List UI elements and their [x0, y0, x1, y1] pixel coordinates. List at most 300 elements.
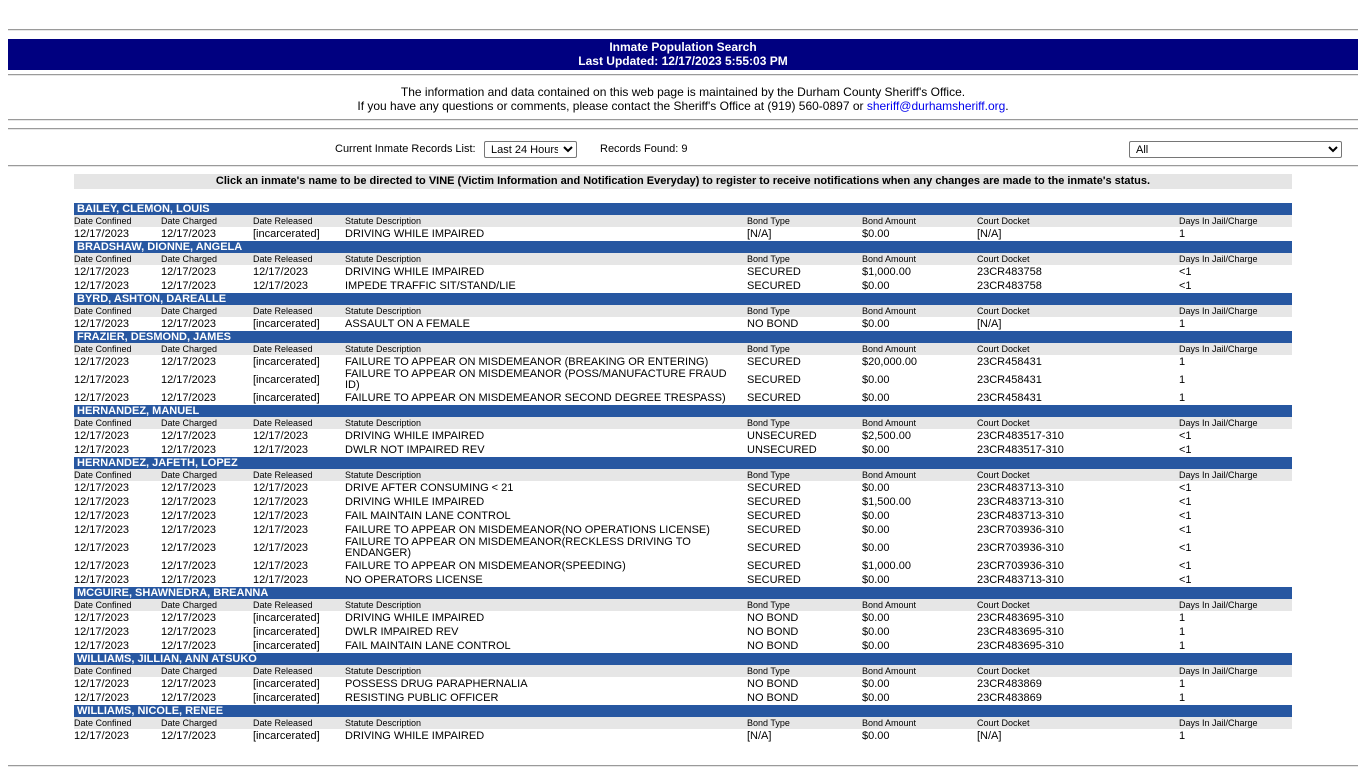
- inmate-name-link[interactable]: HERNANDEZ, MANUEL: [74, 405, 1292, 417]
- charge-row: [74, 625, 1292, 639]
- charge-cell: 12/17/2023: [74, 730, 130, 742]
- bottom-divider: [8, 765, 1358, 767]
- column-header-row: [74, 417, 1292, 429]
- charge-cell: 1: [1179, 612, 1186, 624]
- charge-cell: 23CR483517-310: [977, 430, 1064, 442]
- column-header-row: [74, 215, 1292, 227]
- charge-cell: 23CR458431: [977, 374, 1042, 386]
- charge-cell: [N/A]: [977, 318, 1002, 330]
- column-header: Statute Description: [345, 344, 422, 354]
- charge-cell: [incarcerated]: [253, 678, 320, 690]
- charge-cell: 12/17/2023: [161, 374, 217, 386]
- charge-cell: [incarcerated]: [253, 626, 320, 638]
- charge-cell: DRIVING WHILE IMPAIRED: [345, 430, 485, 442]
- page-header: [8, 39, 1358, 70]
- column-header: Bond Amount: [862, 216, 917, 226]
- charge-cell: [incarcerated]: [253, 730, 320, 742]
- column-header-row: [74, 469, 1292, 481]
- charge-cell: 12/17/2023: [161, 510, 217, 522]
- column-header-row: [74, 665, 1292, 677]
- top-divider: [8, 29, 1358, 31]
- charge-cell: $1,000.00: [862, 266, 911, 278]
- charge-cell: 1: [1179, 318, 1186, 330]
- charge-cell: 12/17/2023: [253, 280, 309, 292]
- charge-cell: FAILURE TO APPEAR ON MISDEMEANOR(NO OPERATIONS LICENSE): [345, 524, 710, 536]
- charge-cell: 12/17/2023: [253, 574, 309, 586]
- charge-cell: 12/17/2023: [74, 692, 130, 704]
- column-header: Date Charged: [161, 418, 218, 428]
- controls-divider: [8, 165, 1358, 167]
- column-header-row: [74, 599, 1292, 611]
- inmate-name-link[interactable]: HERNANDEZ, JAFETH, LOPEZ: [74, 457, 1292, 469]
- charge-cell: 23CR703936-310: [977, 560, 1064, 572]
- charge-cell: 12/17/2023: [74, 510, 130, 522]
- charge-cell: $0.00: [862, 574, 890, 586]
- charge-cell: 12/17/2023: [161, 266, 217, 278]
- last-updated: Last Updated: 12/17/2023 5:55:03 PM: [578, 54, 788, 68]
- info-line-2-end: .: [1005, 99, 1009, 113]
- charge-cell: NO BOND: [747, 318, 799, 330]
- inmate-block: [74, 653, 1292, 705]
- charge-row: [74, 227, 1292, 241]
- charge-cell: SECURED: [747, 374, 801, 386]
- charge-cell: $0.00: [862, 640, 890, 652]
- column-header: Bond Type: [747, 600, 790, 610]
- charge-cell: SECURED: [747, 356, 801, 368]
- charge-cell: 12/17/2023: [253, 560, 309, 572]
- charge-cell: 12/17/2023: [161, 542, 217, 554]
- charge-cell: IMPEDE TRAFFIC SIT/STAND/LIE: [345, 280, 516, 292]
- charge-cell: SECURED: [747, 542, 801, 554]
- charge-cell: DRIVING WHILE IMPAIRED: [345, 228, 485, 240]
- column-header: Date Charged: [161, 600, 218, 610]
- charge-row: [74, 729, 1292, 743]
- page-title: Inmate Population Search: [609, 40, 757, 54]
- column-header-row: [74, 343, 1292, 355]
- column-header: Court Docket: [977, 470, 1030, 480]
- column-header: Date Released: [253, 600, 313, 610]
- charge-cell: $1,500.00: [862, 496, 911, 508]
- charge-row: [74, 279, 1292, 293]
- charge-cell: 23CR703936-310: [977, 542, 1064, 554]
- inmate-block: [74, 587, 1292, 653]
- charge-cell: 1: [1179, 356, 1186, 368]
- column-header: Days In Jail/Charge: [1179, 600, 1258, 610]
- column-header: Date Charged: [161, 718, 218, 728]
- charge-row: [74, 369, 1292, 391]
- column-header: Date Confined: [74, 470, 132, 480]
- charge-cell: 12/17/2023: [253, 266, 309, 278]
- header-divider: [8, 74, 1358, 76]
- inmate-name-link[interactable]: BYRD, ASHTON, DAREALLE: [74, 293, 1292, 305]
- charge-cell: 12/17/2023: [161, 574, 217, 586]
- column-header: Date Confined: [74, 418, 132, 428]
- charge-cell: FAIL MAINTAIN LANE CONTROL: [345, 640, 511, 652]
- charge-cell: 12/17/2023: [74, 626, 130, 638]
- column-header: Statute Description: [345, 470, 422, 480]
- column-header: Date Released: [253, 216, 313, 226]
- charge-row: [74, 495, 1292, 509]
- inmate-block: [74, 293, 1292, 331]
- charge-cell: 1: [1179, 640, 1186, 652]
- charge-cell: [incarcerated]: [253, 356, 320, 368]
- charge-cell: 12/17/2023: [74, 640, 130, 652]
- charge-cell: UNSECURED: [747, 444, 817, 456]
- charge-cell: SECURED: [747, 524, 801, 536]
- charge-row: [74, 639, 1292, 653]
- column-header: Date Released: [253, 470, 313, 480]
- charge-cell: 1: [1179, 730, 1186, 742]
- inmate-name-link[interactable]: MCGUIRE, SHAWNEDRA, BREANNA: [74, 587, 1292, 599]
- column-header: Date Charged: [161, 216, 218, 226]
- charge-cell: 12/17/2023: [74, 524, 130, 536]
- charge-cell: [N/A]: [977, 228, 1002, 240]
- charge-cell: FAILURE TO APPEAR ON MISDEMEANOR(SPEEDING): [345, 560, 626, 572]
- charge-cell: FAILURE TO APPEAR ON MISDEMEANOR (POSS/MANUFACTURE FRAUD ID): [345, 369, 727, 391]
- charge-cell: $0.00: [862, 692, 890, 704]
- charge-cell: [incarcerated]: [253, 612, 320, 624]
- column-header: Date Confined: [74, 306, 132, 316]
- charge-cell: NO BOND: [747, 692, 799, 704]
- charge-cell: DWLR IMPAIRED REV: [345, 626, 459, 638]
- charge-row: [74, 391, 1292, 405]
- charge-cell: 12/17/2023: [253, 542, 309, 554]
- charge-cell: [incarcerated]: [253, 640, 320, 652]
- charge-cell: 12/17/2023: [74, 444, 130, 456]
- column-header: Date Charged: [161, 344, 218, 354]
- charge-cell: $0.00: [862, 228, 890, 240]
- charge-cell: <1: [1179, 280, 1192, 292]
- column-header: Bond Amount: [862, 600, 917, 610]
- charge-cell: FAILURE TO APPEAR ON MISDEMEANOR(RECKLESS DRIVING TO ENDANGER): [345, 537, 691, 559]
- charge-cell: $0.00: [862, 444, 890, 456]
- charge-cell: $0.00: [862, 626, 890, 638]
- charge-cell: FAIL MAINTAIN LANE CONTROL: [345, 510, 511, 522]
- column-header: Days In Jail/Charge: [1179, 216, 1258, 226]
- charge-cell: 12/17/2023: [74, 228, 130, 240]
- charge-cell: 12/17/2023: [74, 496, 130, 508]
- column-header: Statute Description: [345, 418, 422, 428]
- column-header: Days In Jail/Charge: [1179, 344, 1258, 354]
- column-header: Date Charged: [161, 470, 218, 480]
- charge-cell: 12/17/2023: [161, 612, 217, 624]
- charge-cell: DRIVING WHILE IMPAIRED: [345, 496, 485, 508]
- charge-cell: POSSESS DRUG PARAPHERNALIA: [345, 678, 528, 690]
- charge-cell: 23CR458431: [977, 356, 1042, 368]
- records-list-select[interactable]: [484, 141, 577, 158]
- charge-cell: $0.00: [862, 542, 890, 554]
- charge-cell: 23CR458431: [977, 392, 1042, 404]
- column-header: Bond Type: [747, 718, 790, 728]
- inmate-block: [74, 705, 1292, 743]
- inmate-name-link[interactable]: FRAZIER, DESMOND, JAMES: [74, 331, 1292, 343]
- charge-cell: 1: [1179, 392, 1186, 404]
- charge-row: [74, 523, 1292, 537]
- charge-cell: $0.00: [862, 280, 890, 292]
- column-header: Court Docket: [977, 418, 1030, 428]
- charge-cell: SECURED: [747, 560, 801, 572]
- column-header: Court Docket: [977, 216, 1030, 226]
- charge-row: [74, 429, 1292, 443]
- charge-cell: 23CR483758: [977, 280, 1042, 292]
- charge-cell: NO BOND: [747, 678, 799, 690]
- column-header: Bond Type: [747, 216, 790, 226]
- column-header: Days In Jail/Charge: [1179, 666, 1258, 676]
- charge-cell: 12/17/2023: [161, 640, 217, 652]
- charge-cell: 23CR483517-310: [977, 444, 1064, 456]
- column-header: Days In Jail/Charge: [1179, 718, 1258, 728]
- charge-cell: 12/17/2023: [74, 678, 130, 690]
- column-header-row: [74, 305, 1292, 317]
- charge-cell: 12/17/2023: [253, 430, 309, 442]
- column-header: Date Released: [253, 254, 313, 264]
- column-header: Bond Type: [747, 254, 790, 264]
- inmate-records: [74, 203, 1292, 743]
- info-line-1: The information and data contained on this web page is maintained by the Durham County Sheriff's Office.: [400, 85, 966, 99]
- charge-cell: 12/17/2023: [253, 496, 309, 508]
- inmate-name-link[interactable]: WILLIAMS, JILLIAN, ANN ATSUKO: [74, 653, 1292, 665]
- charge-cell: [N/A]: [747, 228, 772, 240]
- charge-cell: [incarcerated]: [253, 392, 320, 404]
- column-header: Date Confined: [74, 344, 132, 354]
- charge-cell: $1,000.00: [862, 560, 911, 572]
- charge-cell: $0.00: [862, 730, 890, 742]
- charge-cell: DRIVING WHILE IMPAIRED: [345, 612, 485, 624]
- charge-cell: FAILURE TO APPEAR ON MISDEMEANOR (BREAKING OR ENTERING): [345, 356, 709, 368]
- charge-cell: 12/17/2023: [253, 510, 309, 522]
- charge-cell: 12/17/2023: [253, 444, 309, 456]
- vine-notice: Click an inmate's name to be directed to VINE (Victim Information and Notification Everyday) to register to receive notifications when any changes are made to the inmate's status.: [74, 174, 1292, 189]
- charge-cell: 1: [1179, 228, 1186, 240]
- charge-row: [74, 573, 1292, 587]
- column-header: Court Docket: [977, 718, 1030, 728]
- charge-cell: 12/17/2023: [161, 228, 217, 240]
- charge-cell: 23CR483695-310: [977, 640, 1064, 652]
- charge-row: [74, 677, 1292, 691]
- column-header: Date Charged: [161, 306, 218, 316]
- charge-cell: SECURED: [747, 266, 801, 278]
- charge-cell: 23CR483713-310: [977, 574, 1064, 586]
- charge-cell: 12/17/2023: [161, 678, 217, 690]
- charge-cell: SECURED: [747, 574, 801, 586]
- charge-cell: $0.00: [862, 318, 890, 330]
- column-header: Bond Type: [747, 344, 790, 354]
- charge-cell: 23CR703936-310: [977, 524, 1064, 536]
- charge-cell: 23CR483869: [977, 692, 1042, 704]
- charge-cell: RESISTING PUBLIC OFFICER: [345, 692, 499, 704]
- charge-row: [74, 355, 1292, 369]
- charge-cell: 1: [1179, 374, 1186, 386]
- charge-cell: 12/17/2023: [74, 280, 130, 292]
- column-header: Days In Jail/Charge: [1179, 470, 1258, 480]
- charge-cell: 12/17/2023: [161, 392, 217, 404]
- column-header: Date Released: [253, 718, 313, 728]
- column-header: Bond Amount: [862, 344, 917, 354]
- charge-cell: <1: [1179, 496, 1192, 508]
- charge-cell: SECURED: [747, 392, 801, 404]
- charge-cell: <1: [1179, 266, 1192, 278]
- charge-cell: 12/17/2023: [74, 374, 130, 386]
- column-header: Bond Amount: [862, 666, 917, 676]
- column-header: Date Released: [253, 666, 313, 676]
- charge-cell: 12/17/2023: [74, 560, 130, 572]
- filter-select[interactable]: [1129, 141, 1342, 158]
- column-header: Statute Description: [345, 666, 422, 676]
- charge-cell: FAILURE TO APPEAR ON MISDEMEANOR SECOND DEGREE TRESPASS): [345, 392, 726, 404]
- column-header: Bond Amount: [862, 254, 917, 264]
- charge-cell: $2,500.00: [862, 430, 911, 442]
- charge-cell: 12/17/2023: [253, 524, 309, 536]
- charge-cell: DRIVING WHILE IMPAIRED: [345, 266, 485, 278]
- info-text: [8, 85, 1358, 113]
- charge-cell: NO BOND: [747, 612, 799, 624]
- charge-cell: 23CR483713-310: [977, 496, 1064, 508]
- column-header: Bond Type: [747, 666, 790, 676]
- charge-cell: <1: [1179, 542, 1192, 554]
- charge-cell: <1: [1179, 430, 1192, 442]
- charge-cell: [incarcerated]: [253, 692, 320, 704]
- charge-cell: DRIVE AFTER CONSUMING < 21: [345, 482, 514, 494]
- column-header: Date Confined: [74, 600, 132, 610]
- column-header: Date Confined: [74, 254, 132, 264]
- column-header: Days In Jail/Charge: [1179, 254, 1258, 264]
- info-divider-bottom: [8, 128, 1358, 130]
- charge-cell: 12/17/2023: [161, 524, 217, 536]
- charge-cell: <1: [1179, 524, 1192, 536]
- column-header: Date Confined: [74, 666, 132, 676]
- charge-cell: 12/17/2023: [161, 356, 217, 368]
- column-header: Days In Jail/Charge: [1179, 306, 1258, 316]
- charge-cell: 12/17/2023: [161, 626, 217, 638]
- inmate-block: [74, 331, 1292, 405]
- charge-row: [74, 537, 1292, 559]
- charge-cell: 23CR483758: [977, 266, 1042, 278]
- column-header: Statute Description: [345, 718, 422, 728]
- charge-cell: $20,000.00: [862, 356, 918, 368]
- column-header: Bond Type: [747, 470, 790, 480]
- column-header: Bond Type: [747, 418, 790, 428]
- charge-cell: 1: [1179, 692, 1186, 704]
- charge-cell: 12/17/2023: [161, 430, 217, 442]
- charge-cell: 12/17/2023: [74, 612, 130, 624]
- charge-cell: <1: [1179, 560, 1192, 572]
- column-header: Bond Amount: [862, 470, 917, 480]
- charge-cell: $0.00: [862, 374, 890, 386]
- charge-cell: 12/17/2023: [74, 318, 130, 330]
- charge-cell: NO BOND: [747, 640, 799, 652]
- charge-cell: 12/17/2023: [253, 482, 309, 494]
- charge-cell: $0.00: [862, 482, 890, 494]
- inmate-block: [74, 241, 1292, 293]
- charge-cell: UNSECURED: [747, 430, 817, 442]
- charge-cell: [incarcerated]: [253, 374, 320, 386]
- charge-cell: 1: [1179, 626, 1186, 638]
- charge-cell: SECURED: [747, 496, 801, 508]
- charge-cell: <1: [1179, 574, 1192, 586]
- inmate-name-link[interactable]: WILLIAMS, NICOLE, RENEE: [74, 705, 1292, 717]
- column-header: Court Docket: [977, 254, 1030, 264]
- charge-cell: 12/17/2023: [161, 692, 217, 704]
- column-header: Date Charged: [161, 666, 218, 676]
- charge-cell: $0.00: [862, 524, 890, 536]
- column-header: Court Docket: [977, 306, 1030, 316]
- info-divider-top: [8, 119, 1358, 121]
- charge-cell: 12/17/2023: [161, 560, 217, 572]
- column-header: Statute Description: [345, 600, 422, 610]
- charge-row: [74, 611, 1292, 625]
- info-line-2: [8, 99, 1358, 113]
- column-header: Days In Jail/Charge: [1179, 418, 1258, 428]
- charge-cell: ASSAULT ON A FEMALE: [345, 318, 470, 330]
- charge-cell: [incarcerated]: [253, 228, 320, 240]
- inmate-name-link[interactable]: BAILEY, CLEMON, LOUIS: [74, 203, 1292, 215]
- charge-cell: 1: [1179, 678, 1186, 690]
- charge-cell: [N/A]: [977, 730, 1002, 742]
- charge-cell: 12/17/2023: [74, 430, 130, 442]
- charge-row: [74, 265, 1292, 279]
- charge-cell: <1: [1179, 482, 1192, 494]
- charge-cell: <1: [1179, 510, 1192, 522]
- column-header: Date Released: [253, 344, 313, 354]
- charge-cell: $0.00: [862, 392, 890, 404]
- column-header: Bond Amount: [862, 718, 917, 728]
- column-header: Bond Type: [747, 306, 790, 316]
- charge-cell: DRIVING WHILE IMPAIRED: [345, 730, 485, 742]
- inmate-block: [74, 405, 1292, 457]
- charge-row: [74, 509, 1292, 523]
- charge-cell: [incarcerated]: [253, 318, 320, 330]
- charge-cell: [N/A]: [747, 730, 772, 742]
- charge-cell: 23CR483713-310: [977, 482, 1064, 494]
- charge-cell: 12/17/2023: [74, 266, 130, 278]
- charge-cell: 12/17/2023: [161, 444, 217, 456]
- charge-cell: 12/17/2023: [74, 482, 130, 494]
- charge-cell: 23CR483695-310: [977, 626, 1064, 638]
- inmate-name-link[interactable]: BRADSHAW, DIONNE, ANGELA: [74, 241, 1292, 253]
- column-header: Court Docket: [977, 666, 1030, 676]
- column-header: Date Released: [253, 418, 313, 428]
- info-line-2-text: If you have any questions or comments, please contact the Sheriff's Office at (919) 560-0897 or: [357, 99, 867, 113]
- charge-cell: 23CR483869: [977, 678, 1042, 690]
- charge-cell: 23CR483713-310: [977, 510, 1064, 522]
- inmate-block: [74, 203, 1292, 241]
- column-header: Statute Description: [345, 216, 422, 226]
- column-header: Bond Amount: [862, 418, 917, 428]
- column-header: Date Charged: [161, 254, 218, 264]
- column-header: Date Confined: [74, 718, 132, 728]
- column-header-row: [74, 253, 1292, 265]
- charge-cell: SECURED: [747, 510, 801, 522]
- charge-cell: NO OPERATORS LICENSE: [345, 574, 483, 586]
- charge-row: [74, 559, 1292, 573]
- charge-row: [74, 443, 1292, 457]
- email-link[interactable]: sheriff@durhamsheriff.org: [866, 99, 1006, 113]
- charge-cell: 12/17/2023: [161, 482, 217, 494]
- column-header: Bond Amount: [862, 306, 917, 316]
- column-header: Statute Description: [345, 306, 422, 316]
- charge-cell: $0.00: [862, 678, 890, 690]
- charge-cell: NO BOND: [747, 626, 799, 638]
- column-header: Statute Description: [345, 254, 422, 264]
- column-header: Date Confined: [74, 216, 132, 226]
- charge-row: [74, 317, 1292, 331]
- charge-cell: 12/17/2023: [74, 392, 130, 404]
- charge-cell: SECURED: [747, 280, 801, 292]
- charge-cell: 23CR483695-310: [977, 612, 1064, 624]
- charge-cell: SECURED: [747, 482, 801, 494]
- column-header: Court Docket: [977, 600, 1030, 610]
- charge-cell: 12/17/2023: [74, 574, 130, 586]
